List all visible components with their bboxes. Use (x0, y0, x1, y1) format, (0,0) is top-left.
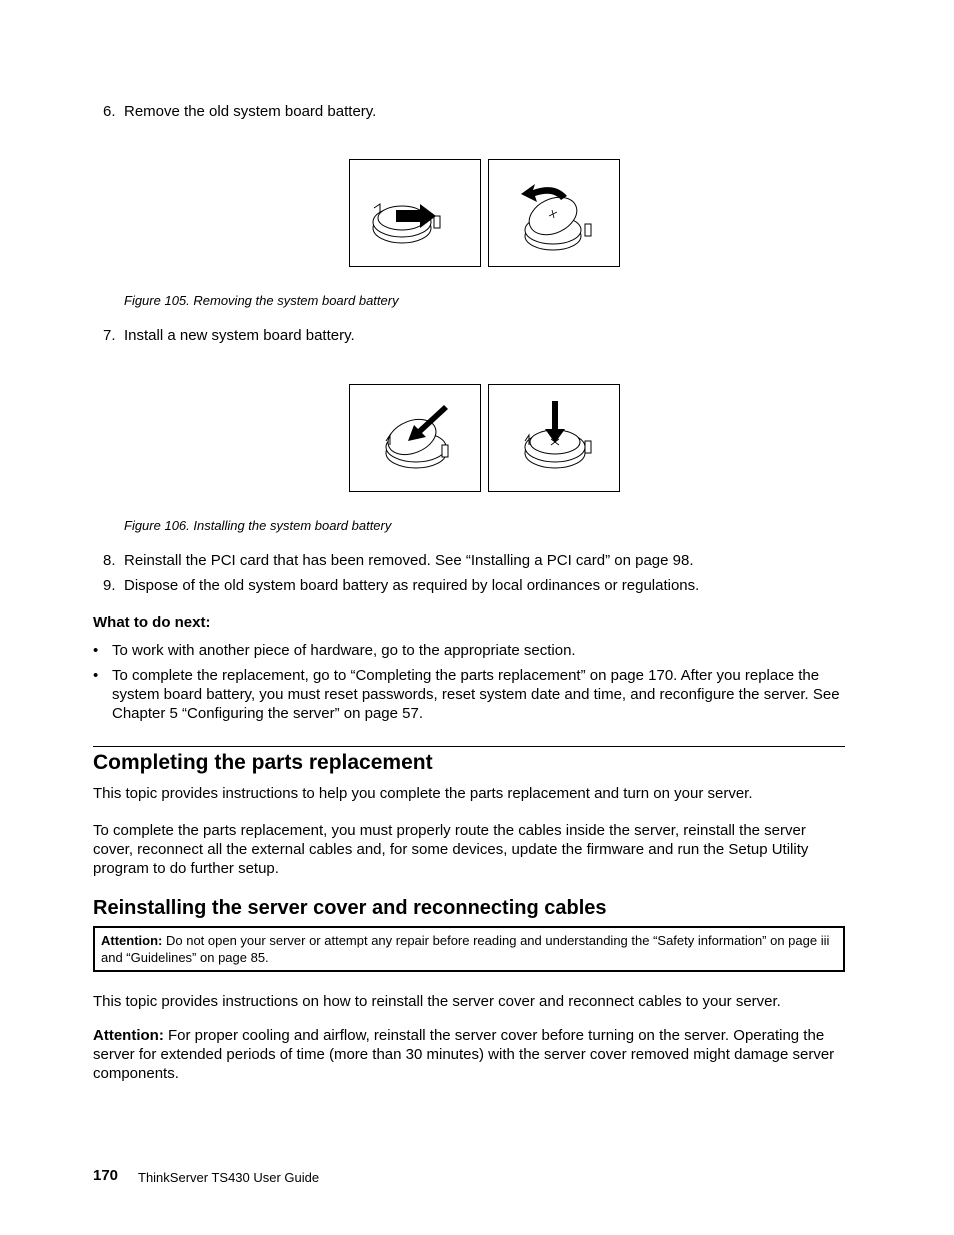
attention-note-label: Attention: (101, 933, 163, 948)
section-divider (93, 746, 845, 747)
section-title-wrap (93, 750, 433, 776)
figure-106-panel-1 (349, 384, 481, 492)
figure-105-panel-1 (349, 159, 481, 267)
step-text: Reinstall the PCI card that has been removed. See “Installing a PCI card” on page 98. (124, 552, 694, 569)
step-number: 8. (103, 552, 116, 569)
step-8 (103, 551, 863, 570)
attention-label: Attention: (93, 1027, 164, 1044)
figure-105-caption: Figure 105. Removing the system board battery (124, 293, 399, 308)
subsection-title: Reinstalling the server cover and reconnecting cables (93, 897, 607, 919)
step-6 (103, 102, 863, 121)
figure-105-panel-2 (488, 159, 620, 267)
what-to-do-next-heading: What to do next: (93, 614, 211, 631)
attention-text: For proper cooling and airflow, reinstall the server cover before turning on the server. Operating the server for extended periods of time (more than 30 minutes) with the server cover removed might damage server components. (93, 1027, 835, 1082)
step-number: 7. (103, 327, 116, 344)
figure-106-panel-2 (488, 384, 620, 492)
step-9 (103, 576, 863, 595)
step-text: Dispose of the old system board battery as required by local ordinances or regulations. (124, 577, 700, 594)
section-title: Completing the parts replacement (93, 751, 433, 774)
step-text: Remove the old system board battery. (124, 103, 377, 120)
battery-install-press-illustration (489, 385, 619, 491)
battery-removal-lift-illustration (489, 160, 619, 266)
attention-paragraph (93, 1026, 845, 1083)
subsection-intro: This topic provides instructions on how to reinstall the server cover and reconnect cables to your server. (93, 993, 781, 1010)
attention-note-box (93, 926, 845, 972)
bullet-item (93, 641, 853, 660)
document-title: ThinkServer TS430 User Guide (138, 1170, 320, 1185)
figure-106-caption: Figure 106. Installing the system board battery (124, 518, 392, 533)
bullet-text: To work with another piece of hardware, go to the appropriate section. (112, 642, 576, 659)
attention-note-text: Do not open your server or attempt any repair before reading and understanding the “Safety information” on page iii and “Guidelines” on page 85. (101, 933, 830, 965)
page-number: 170 (93, 1167, 119, 1184)
bullet-text: To complete the replacement, go to “Completing the parts replacement” on page 170. After you replace the system board battery, you must reset passwords, reset system date and time, and reconfigure the server. See Chapter 5 “Configuring the server” on page 57. (112, 667, 840, 722)
step-number: 6. (103, 103, 116, 120)
step-7 (103, 326, 863, 345)
section-intro: This topic provides instructions to help you complete the parts replacement and turn on your server. (93, 785, 753, 802)
step-text: Install a new system board battery. (124, 327, 355, 344)
subsection-title-wrap (93, 896, 607, 921)
section-body: To complete the parts replacement, you must properly route the cables inside the server, reinstall the server cover, reconnect all the external cables and, for some devices, update the firmware and run the Setup Utility program to do further setup. (93, 822, 809, 877)
bullet-item (93, 666, 853, 723)
step-number: 9. (103, 577, 116, 594)
battery-removal-push-illustration (350, 160, 480, 266)
battery-install-insert-illustration (350, 385, 480, 491)
bullet-dot: • (93, 667, 99, 684)
bullet-dot: • (93, 642, 99, 659)
